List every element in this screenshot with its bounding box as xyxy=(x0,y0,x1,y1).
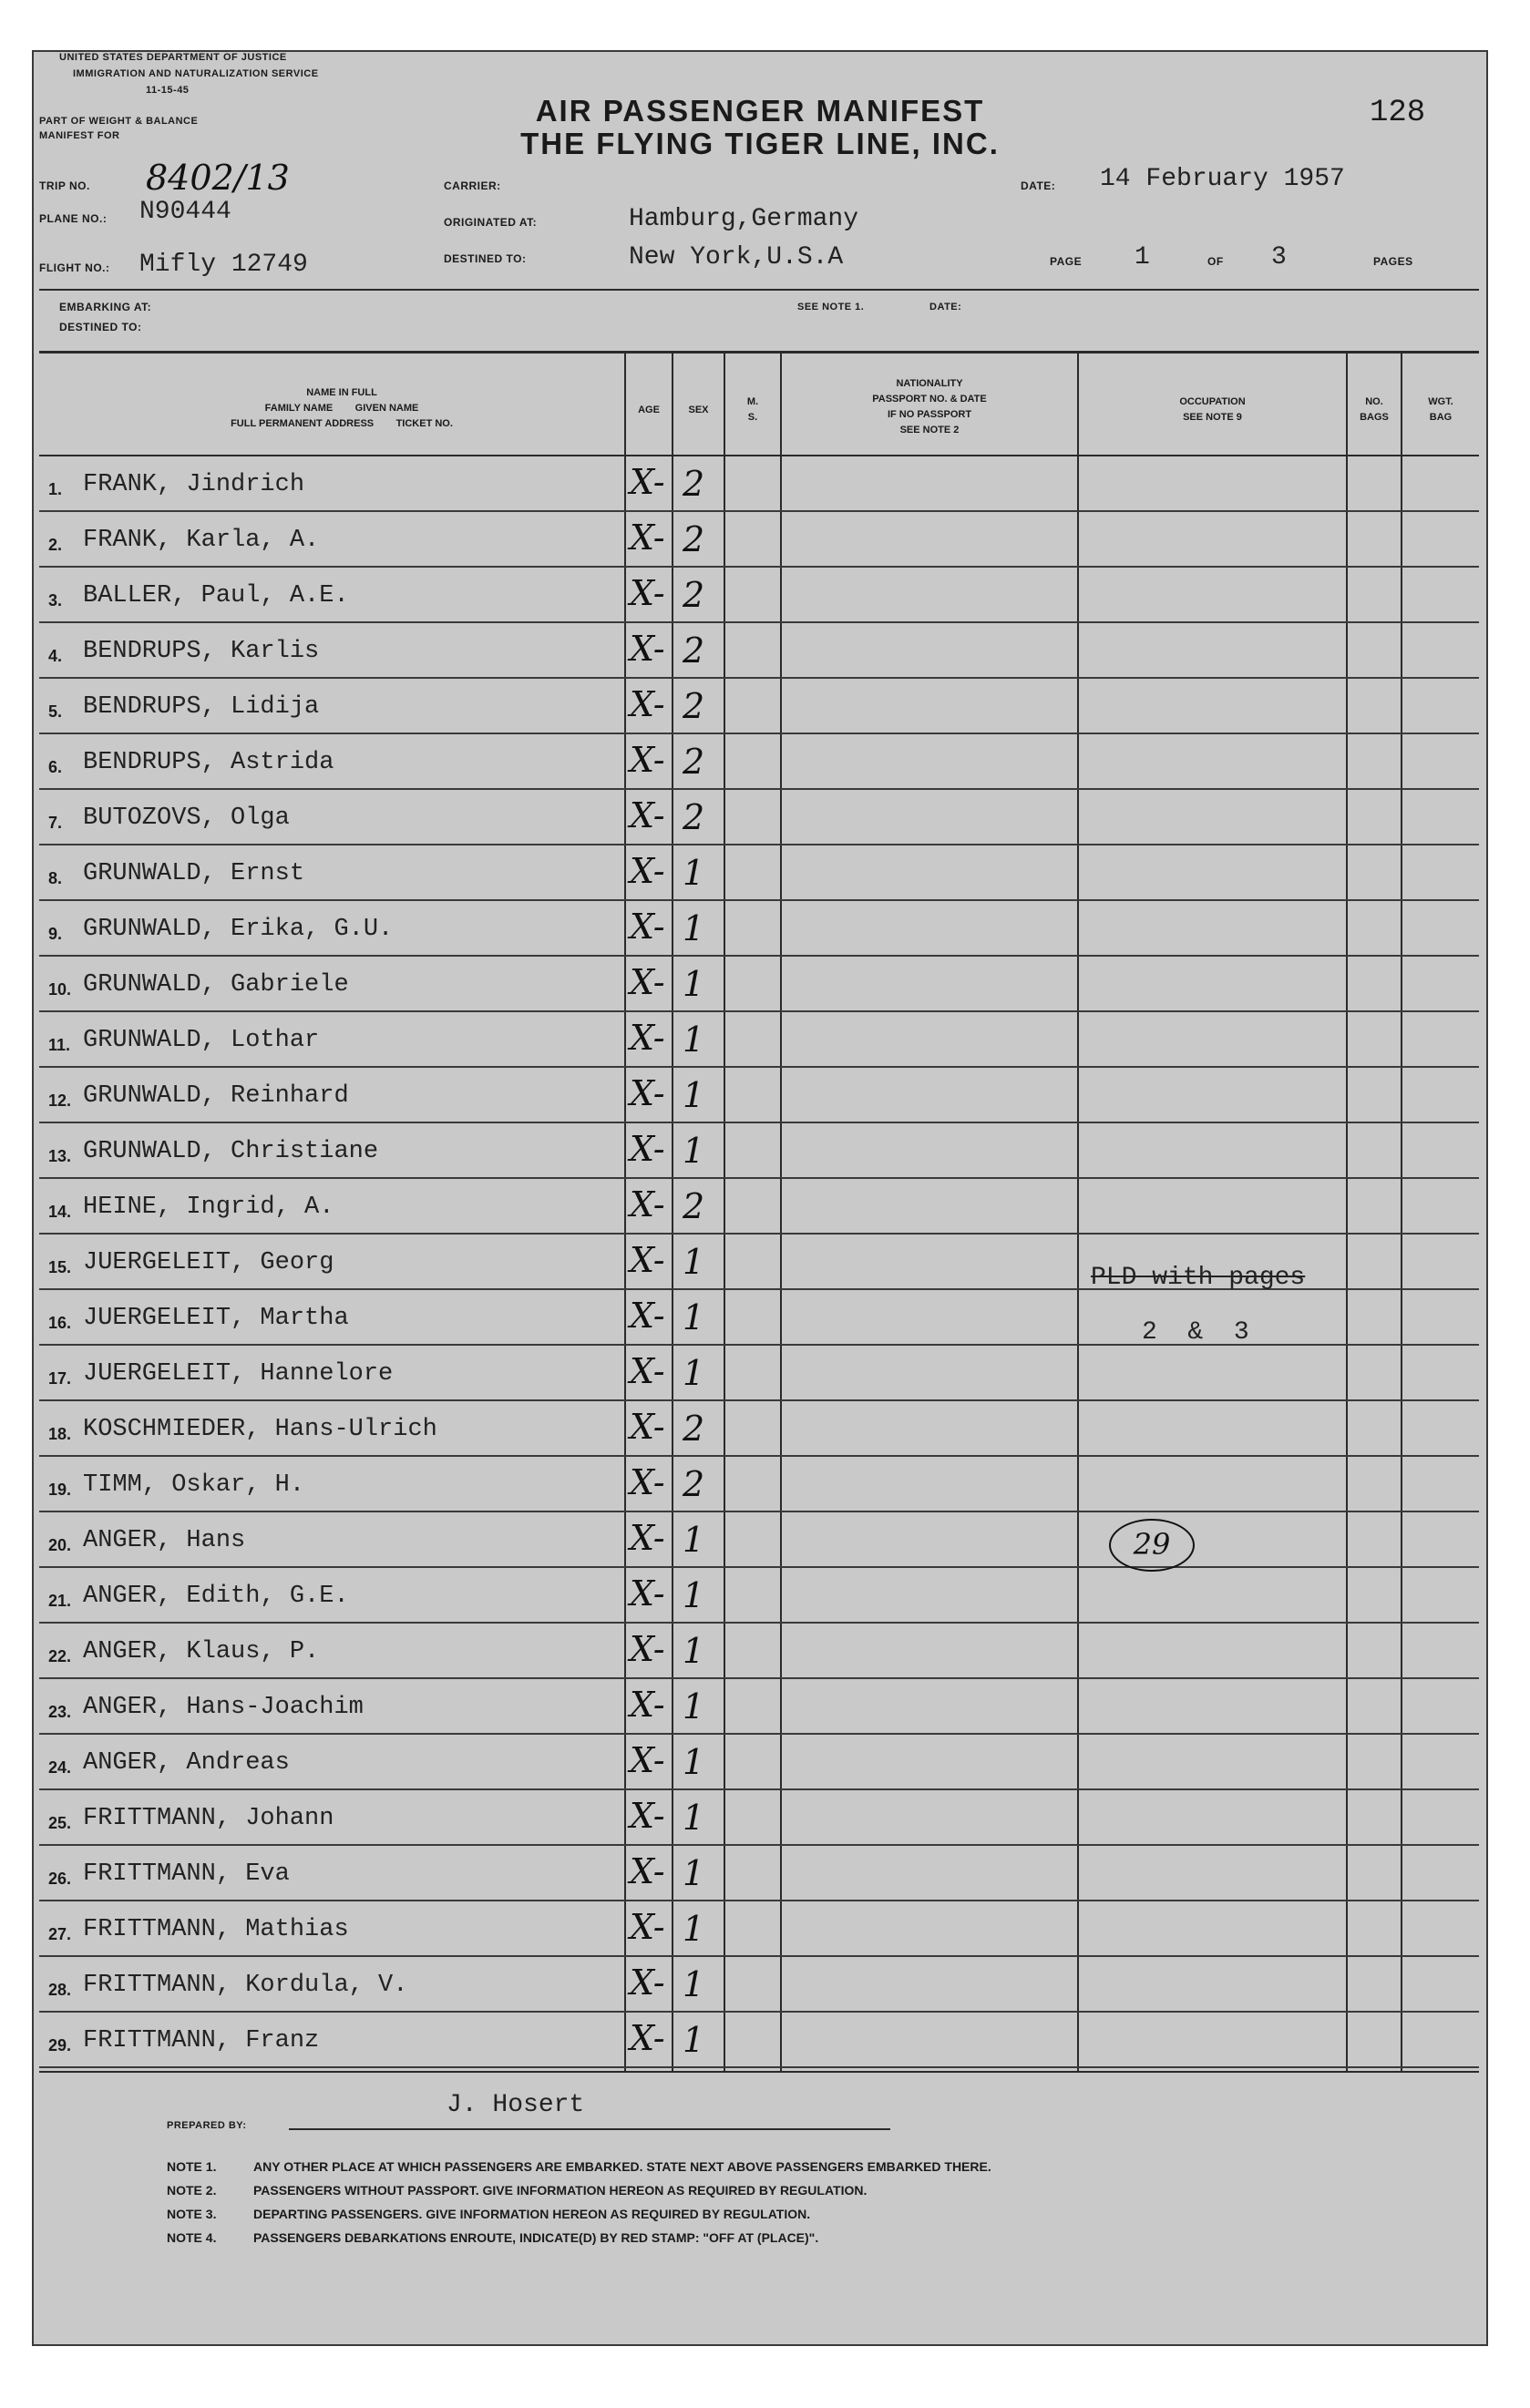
pld-note: PLD with pages xyxy=(1091,1264,1306,1292)
passenger-sex: 1 xyxy=(683,908,705,948)
passenger-age: X- xyxy=(630,1573,665,1614)
passenger-age: X- xyxy=(630,684,665,724)
destined-label: DESTINED TO: xyxy=(444,252,527,265)
name-header-line2: FAMILY NAME GIVEN NAME xyxy=(264,403,419,414)
pld-pages-note: 2 & 3 xyxy=(1142,1318,1249,1347)
part-of-label: PART OF WEIGHT & BALANCE xyxy=(39,116,199,127)
carrier-label: CARRIER: xyxy=(444,179,501,192)
nationality-header xyxy=(782,376,1077,438)
passenger-sex: 2 xyxy=(683,1464,705,1504)
passenger-age: X- xyxy=(630,1462,665,1502)
row-number: 3. xyxy=(48,591,63,610)
trip-value: 8402/13 xyxy=(146,158,290,198)
passenger-name: GRUNWALD, Lothar xyxy=(83,1027,320,1054)
row-number: 15. xyxy=(48,1258,72,1276)
occupation-header-line2: SEE NOTE 9 xyxy=(1183,412,1242,423)
row-number: 11. xyxy=(48,1036,71,1054)
table-row xyxy=(39,512,1479,568)
row-number: 23. xyxy=(48,1703,72,1721)
passenger-sex: 2 xyxy=(683,1409,705,1449)
passenger-name: ANGER, Edith, G.E. xyxy=(83,1583,349,1610)
passenger-name: FRANK, Jindrich xyxy=(83,471,305,498)
date2-label: DATE: xyxy=(929,302,962,313)
table-row xyxy=(39,1068,1479,1123)
row-number: 19. xyxy=(48,1481,72,1499)
date-value: 14 February 1957 xyxy=(1100,165,1345,193)
passenger-sex: 1 xyxy=(683,1631,705,1671)
note-line xyxy=(167,2230,1443,2252)
row-number: 20. xyxy=(48,1536,72,1554)
embark-destined-label: DESTINED TO: xyxy=(59,321,142,333)
age-header: AGE xyxy=(638,405,660,415)
passenger-sex: 2 xyxy=(683,797,705,837)
see-note-label: SEE NOTE 1. xyxy=(797,302,865,313)
passenger-sex: 1 xyxy=(683,1575,705,1615)
passenger-name: ANGER, Klaus, P. xyxy=(83,1638,320,1665)
table-row xyxy=(39,790,1479,845)
passenger-age: X- xyxy=(630,1073,665,1113)
passenger-sex: 1 xyxy=(683,1909,705,1949)
embarking-label: EMBARKING AT: xyxy=(59,301,152,313)
row-number: 14. xyxy=(48,1203,72,1221)
table-row xyxy=(39,1624,1479,1679)
name-header xyxy=(87,385,597,432)
nationality-header-line4: SEE NOTE 2 xyxy=(899,425,960,435)
passenger-sex: 1 xyxy=(683,1964,705,2004)
plane-label: PLANE NO.: xyxy=(39,212,108,225)
row-number: 16. xyxy=(48,1314,72,1332)
agency-label: UNITED STATES DEPARTMENT OF JUSTICE xyxy=(59,52,287,63)
passenger-sex: 2 xyxy=(683,742,705,782)
passenger-age: X- xyxy=(630,1296,665,1336)
passenger-age: X- xyxy=(630,517,665,558)
passenger-name: GRUNWALD, Erika, G.U. xyxy=(83,916,394,943)
table-row xyxy=(39,1735,1479,1790)
plane-value: N90444 xyxy=(139,198,231,226)
form-date: 11-15-45 xyxy=(146,85,190,96)
passenger-sex: 2 xyxy=(683,1186,705,1226)
bags-header-line2: BAGS xyxy=(1360,412,1389,423)
passenger-name: BALLER, Paul, A.E. xyxy=(83,582,349,610)
table-row xyxy=(39,1846,1479,1901)
manifest-for-label: MANIFEST FOR xyxy=(39,130,120,141)
page-value: 1 xyxy=(1135,243,1150,272)
row-number: 4. xyxy=(48,647,63,665)
passenger-age: X- xyxy=(630,573,665,613)
table-row xyxy=(39,1679,1479,1735)
flight-label: FLIGHT NO.: xyxy=(39,261,110,274)
row-number: 25. xyxy=(48,1814,72,1832)
passenger-age: X- xyxy=(630,1184,665,1224)
signature-line xyxy=(289,2128,890,2130)
passenger-name: KOSCHMIEDER, Hans-Ulrich xyxy=(83,1416,437,1443)
ms-header-line1: M. xyxy=(746,396,759,407)
row-number: 5. xyxy=(48,702,63,721)
note-label: NOTE 3. xyxy=(167,2207,217,2221)
note-line xyxy=(167,2159,1443,2181)
note-label: NOTE 2. xyxy=(167,2183,217,2198)
passenger-sex: 2 xyxy=(683,686,705,726)
airline-title: THE FLYING TIGER LINE, INC. xyxy=(520,127,1000,160)
originated-label: ORIGINATED AT: xyxy=(444,216,538,229)
passenger-name: FRITTMANN, Mathias xyxy=(83,1916,349,1943)
passenger-sex: 1 xyxy=(683,1853,705,1893)
weight-header-line1: WGT. xyxy=(1428,396,1453,407)
row-number: 18. xyxy=(48,1425,72,1443)
passenger-sex: 1 xyxy=(683,853,705,893)
passenger-age: X- xyxy=(630,1685,665,1725)
passenger-age: X- xyxy=(630,1240,665,1280)
passenger-sex: 1 xyxy=(683,1686,705,1727)
passenger-age: X- xyxy=(630,2018,665,2058)
passenger-age: X- xyxy=(630,1018,665,1058)
passenger-name: FRITTMANN, Eva xyxy=(83,1860,290,1888)
table-row xyxy=(39,1512,1479,1568)
passenger-name: BUTOZOVS, Olga xyxy=(83,804,290,832)
passenger-age: X- xyxy=(630,1740,665,1780)
note-text: PASSENGERS WITHOUT PASSPORT. GIVE INFORMATION HEREON AS REQUIRED BY REGULATION. xyxy=(253,2183,868,2198)
passenger-age: X- xyxy=(630,962,665,1002)
of-label: OF xyxy=(1207,255,1224,268)
nationality-header-line2: PASSPORT NO. & DATE xyxy=(872,394,987,405)
flight-value: Mifly 12749 xyxy=(139,251,308,279)
nationality-header-line1: NATIONALITY xyxy=(896,378,963,389)
passenger-sex: 1 xyxy=(683,1520,705,1560)
bags-header xyxy=(1348,395,1401,425)
passenger-age: X- xyxy=(630,795,665,835)
circled-count: 29 xyxy=(1109,1519,1195,1572)
originated-value: Hamburg,Germany xyxy=(629,205,859,233)
table-row xyxy=(39,568,1479,623)
weight-header-line2: BAG xyxy=(1429,412,1453,423)
row-number: 22. xyxy=(48,1647,72,1665)
nationality-header-line3: IF NO PASSPORT xyxy=(887,409,972,420)
passenger-name: GRUNWALD, Gabriele xyxy=(83,971,349,999)
passenger-age: X- xyxy=(630,851,665,891)
row-number: 1. xyxy=(48,480,63,498)
passenger-age: X- xyxy=(630,1629,665,1669)
name-header-line1: NAME IN FULL xyxy=(306,387,377,398)
passenger-name: BENDRUPS, Lidija xyxy=(83,693,320,721)
table-row xyxy=(39,1346,1479,1401)
prepared-by-value: J. Hosert xyxy=(447,2091,585,2119)
passenger-name: JUERGELEIT, Hannelore xyxy=(83,1360,394,1388)
row-number: 21. xyxy=(48,1592,72,1610)
passenger-sex: 2 xyxy=(683,630,705,671)
table-row xyxy=(39,845,1479,901)
occupation-header xyxy=(1079,395,1346,425)
row-number: 29. xyxy=(48,2036,72,2054)
ms-header xyxy=(725,395,780,425)
trip-label: TRIP NO. xyxy=(39,179,90,192)
page-label: PAGE xyxy=(1050,255,1083,268)
table-row xyxy=(39,1290,1479,1346)
pages-label: PAGES xyxy=(1373,255,1413,268)
table-row xyxy=(39,1957,1479,2013)
passenger-name: BENDRUPS, Astrida xyxy=(83,749,334,776)
passenger-age: X- xyxy=(630,1851,665,1891)
occupation-header-line1: OCCUPATION xyxy=(1179,396,1246,407)
table-row xyxy=(39,456,1479,512)
note-text: ANY OTHER PLACE AT WHICH PASSENGERS ARE EMBARKED. STATE NEXT ABOVE PASSENGERS EMBARKED THERE. xyxy=(253,2159,991,2174)
passenger-sex: 1 xyxy=(683,1353,705,1393)
date-label: DATE: xyxy=(1021,179,1056,192)
table-row xyxy=(39,1012,1479,1068)
passenger-age: X- xyxy=(630,462,665,502)
manifest-page xyxy=(32,50,1488,2346)
passenger-sex: 1 xyxy=(683,1131,705,1171)
note-text: DEPARTING PASSENGERS. GIVE INFORMATION HEREON AS REQUIRED BY REGULATION. xyxy=(253,2207,811,2221)
passenger-sex: 2 xyxy=(683,519,705,559)
passenger-name: FRITTMANN, Kordula, V. xyxy=(83,1972,408,1999)
passenger-sex: 2 xyxy=(683,575,705,615)
passenger-name: FRITTMANN, Franz xyxy=(83,2027,320,2054)
passenger-sex: 1 xyxy=(683,1242,705,1282)
passenger-name: ANGER, Hans-Joachim xyxy=(83,1694,364,1721)
passenger-sex: 1 xyxy=(683,1297,705,1337)
ms-header-line2: S. xyxy=(747,412,758,423)
name-header-line3: FULL PERMANENT ADDRESS TICKET NO. xyxy=(231,418,453,429)
passenger-name: BENDRUPS, Karlis xyxy=(83,638,320,665)
passenger-name: GRUNWALD, Christiane xyxy=(83,1138,379,1165)
prepared-by-label: PREPARED BY: xyxy=(167,2120,247,2131)
note-label: NOTE 1. xyxy=(167,2159,217,2174)
table-row xyxy=(39,2013,1479,2068)
manifest-title: AIR PASSENGER MANIFEST xyxy=(535,94,985,128)
passenger-age: X- xyxy=(630,1129,665,1169)
passenger-name: JUERGELEIT, Georg xyxy=(83,1249,334,1276)
row-number: 9. xyxy=(48,925,63,943)
row-number: 8. xyxy=(48,869,63,887)
table-row xyxy=(39,957,1479,1012)
row-number: 7. xyxy=(48,814,63,832)
sex-header: SEX xyxy=(688,405,709,415)
row-number: 28. xyxy=(48,1981,72,1999)
passenger-name: HEINE, Ingrid, A. xyxy=(83,1194,334,1221)
bags-header-line1: NO. xyxy=(1365,396,1383,407)
passenger-sex: 1 xyxy=(683,2020,705,2060)
row-number: 26. xyxy=(48,1870,72,1888)
page-stamp-number: 128 xyxy=(1370,96,1426,130)
row-divider xyxy=(39,2066,1479,2068)
note-line xyxy=(167,2207,1443,2229)
table-row xyxy=(39,1179,1479,1235)
passenger-name: ANGER, Andreas xyxy=(83,1749,290,1777)
passenger-sex: 1 xyxy=(683,1798,705,1838)
row-number: 13. xyxy=(48,1147,72,1165)
weight-header xyxy=(1402,395,1479,425)
service-label: IMMIGRATION AND NATURALIZATION SERVICE xyxy=(73,68,319,79)
passenger-age: X- xyxy=(630,1962,665,2003)
table-row xyxy=(39,1123,1479,1179)
row-number: 6. xyxy=(48,758,63,776)
passenger-age: X- xyxy=(630,629,665,669)
table-bottom-border xyxy=(39,2071,1479,2073)
passenger-name: FRANK, Karla, A. xyxy=(83,527,320,554)
destined-value: New York,U.S.A xyxy=(629,243,844,272)
passenger-name: TIMM, Oskar, H. xyxy=(83,1471,305,1499)
passenger-name: ANGER, Hans xyxy=(83,1527,246,1554)
passenger-age: X- xyxy=(630,1518,665,1558)
passenger-age: X- xyxy=(630,1407,665,1447)
passenger-age: X- xyxy=(630,740,665,780)
passenger-sex: 1 xyxy=(683,1742,705,1782)
passenger-sex: 2 xyxy=(683,464,705,504)
passenger-age: X- xyxy=(630,907,665,947)
passenger-age: X- xyxy=(630,1351,665,1391)
table-row xyxy=(39,623,1479,679)
table-row xyxy=(39,1568,1479,1624)
table-row xyxy=(39,1901,1479,1957)
row-number: 17. xyxy=(48,1369,72,1388)
table-top-border xyxy=(39,351,1479,354)
table-row xyxy=(39,734,1479,790)
row-number: 24. xyxy=(48,1758,72,1777)
passenger-name: JUERGELEIT, Martha xyxy=(83,1305,349,1332)
row-number: 27. xyxy=(48,1925,72,1943)
divider xyxy=(39,289,1479,291)
note-label: NOTE 4. xyxy=(167,2230,217,2245)
table-row xyxy=(39,1401,1479,1457)
passenger-sex: 1 xyxy=(683,1075,705,1115)
passenger-age: X- xyxy=(630,1907,665,1947)
table-row xyxy=(39,1457,1479,1512)
of-value: 3 xyxy=(1271,243,1287,272)
passenger-name: GRUNWALD, Ernst xyxy=(83,860,305,887)
row-number: 2. xyxy=(48,536,63,554)
passenger-age: X- xyxy=(630,1796,665,1836)
row-number: 12. xyxy=(48,1091,72,1110)
note-text: PASSENGERS DEBARKATIONS ENROUTE, INDICATE(D) BY RED STAMP: "OFF AT (PLACE)". xyxy=(253,2230,819,2245)
row-number: 10. xyxy=(48,980,72,999)
passenger-sex: 1 xyxy=(683,1020,705,1060)
passenger-name: FRITTMANN, Johann xyxy=(83,1805,334,1832)
note-line xyxy=(167,2183,1443,2205)
passenger-name: GRUNWALD, Reinhard xyxy=(83,1082,349,1110)
passenger-sex: 1 xyxy=(683,964,705,1004)
table-row xyxy=(39,679,1479,734)
table-row xyxy=(39,901,1479,957)
table-row xyxy=(39,1790,1479,1846)
